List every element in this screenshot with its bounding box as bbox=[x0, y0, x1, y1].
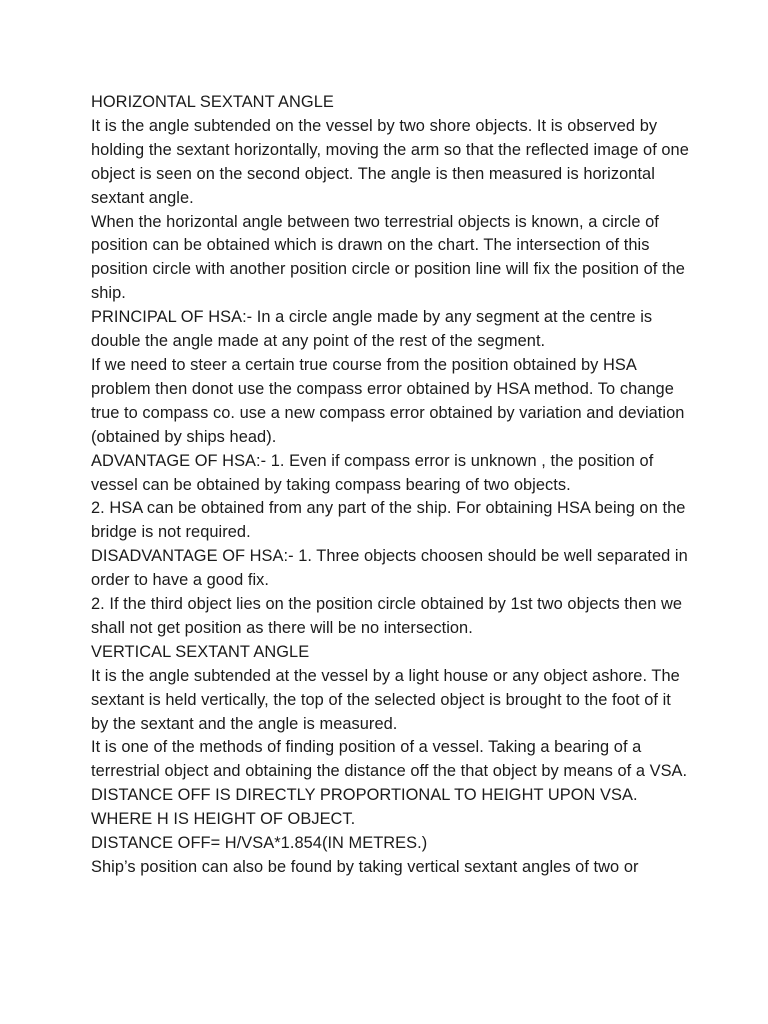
paragraph-ships-position: Ship’s position can also be found by taking vertical sextant angles of two or bbox=[91, 858, 639, 876]
paragraph-hsa-definition: It is the angle subtended on the vessel by two shore objects. It is observed by holding the sextant horizontally, moving the arm so that the reflected image of one object is seen on the second object. The angle is then measured is horizontal sextant angle. bbox=[91, 116, 689, 207]
paragraph-disadvantage-2: 2. If the third object lies on the position circle obtained by 1st two objects then we shall not get position as there will be no intersection. bbox=[91, 595, 683, 637]
paragraph-disadvantage-1: DISADVANTAGE OF HSA:- 1. Three objects choosen should be well separated in order to have a good fix. bbox=[91, 547, 688, 590]
document-body bbox=[91, 91, 691, 880]
paragraph-vsa-method: It is one of the methods of finding position of a vessel. Taking a bearing of a terrestrial object and obtaining the distance off the that object by means of a VSA. bbox=[91, 738, 688, 781]
paragraph-vsa-definition: It is the angle subtended at the vessel by a light house or any object ashore. The sextant is held vertically, the top of the selected object is brought to the foot of it by the sextant and the angle is measured. bbox=[91, 666, 680, 733]
paragraph-advantage-2: 2. HSA can be obtained from any part of the ship. For obtaining HSA being on the bridge is not required. bbox=[91, 499, 686, 542]
heading-vertical-sextant-angle: VERTICAL SEXTANT ANGLE bbox=[91, 642, 310, 661]
paragraph-circle-of-position: When the horizontal angle between two terrestrial objects is known, a circle of position can be obtained which is drawn on the chart. The intersection of this position circle with another position circle or position line will fix the position of the ship. bbox=[91, 212, 685, 303]
paragraph-advantage-1: ADVANTAGE OF HSA:- 1. Even if compass error is unknown , the position of vessel can be obtained by taking compass bearing of two objects. bbox=[91, 451, 654, 494]
paragraph-distance-formula: DISTANCE OFF= H/VSA*1.854(IN METRES.) bbox=[91, 834, 428, 853]
paragraph-distance-proportional: DISTANCE OFF IS DIRECTLY PROPORTIONAL TO HEIGHT UPON VSA. bbox=[91, 786, 638, 805]
paragraph-principal-of-hsa: PRINCIPAL OF HSA:- In a circle angle made by any segment at the centre is double the angle made at any point of the rest of the segment. bbox=[91, 308, 653, 351]
paragraph-true-course: If we need to steer a certain true course from the position obtained by HSA problem then donot use the compass error obtained by HSA method. To change true to compass co. use a new compass error obtained by variation and deviation (obtained by ships head). bbox=[91, 355, 685, 446]
paragraph-height-definition: WHERE H IS HEIGHT OF OBJECT. bbox=[91, 810, 356, 829]
heading-horizontal-sextant-angle: HORIZONTAL SEXTANT ANGLE bbox=[91, 93, 334, 111]
